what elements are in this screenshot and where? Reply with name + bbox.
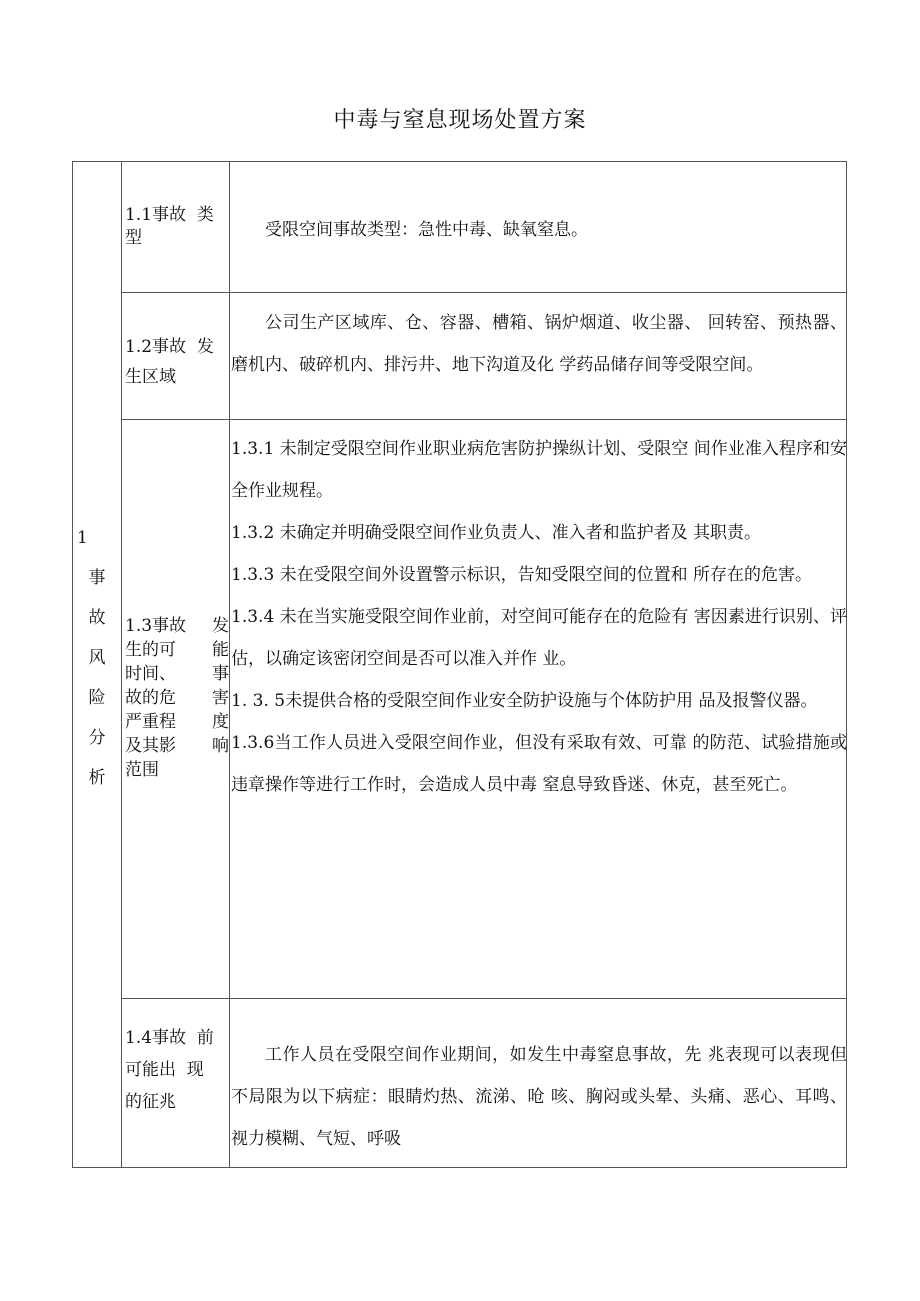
- label-line: 型: [125, 228, 142, 248]
- section-char: 分: [88, 728, 106, 748]
- label-line: 1.1事故 类: [125, 205, 214, 225]
- row-content-1-2: 公司生产区域库、仓、容器、槽箱、锅炉烟道、收尘器、 回转窑、预热器、磨机内、破碎机内、排污井、地下沟道及化 学药品储存间等受限空间。: [231, 313, 847, 375]
- label-line: 及其影: [125, 736, 176, 756]
- row-content-1-1: 受限空间事故类型：急性中毒、缺氧窒息。: [265, 220, 588, 240]
- list-item: 1.3.3 未在受限空间外设置警示标识，告知受限空间的位置和 所存在的危害。: [231, 565, 813, 585]
- section-number: 1: [77, 528, 88, 548]
- section-char: 析: [88, 768, 106, 788]
- label-char: 事: [212, 664, 229, 684]
- list-item: 1. 3. 5未提供合格的受限空间作业安全防护设施与个体防护用 品及报警仪器。: [231, 691, 818, 711]
- label-line: 1.2事故 发: [125, 337, 214, 357]
- label-line: 生区域: [125, 367, 176, 387]
- label-line: 1.4事故 前: [125, 1028, 214, 1048]
- row-divider: [121, 998, 846, 999]
- label-char: 响: [212, 736, 229, 756]
- label-char: 能: [212, 640, 229, 660]
- row-content-1-3: [231, 428, 847, 806]
- row-divider: [121, 292, 846, 293]
- row-label-1-2: [125, 332, 229, 392]
- row-label-1-1: [125, 204, 229, 250]
- label-line: 范围: [125, 760, 159, 780]
- section-char: 风: [88, 648, 106, 668]
- section-char: 故: [88, 608, 106, 628]
- label-line: 1.3事故: [125, 616, 187, 636]
- row-divider: [121, 419, 846, 420]
- row-content-1-4: 工作人员在受限空间作业期间，如发生中毒窒息事故，先 兆表现可以表现但不局限为以下病症：眼睛灼热、流涕、呛 咳、胸闷或头晕、头痛、恶心、耳鸣、视力模糊、气短、呼吸: [231, 1045, 847, 1149]
- section-heading: [73, 518, 121, 798]
- label-line: 严重程: [125, 712, 176, 732]
- document-title: 中毒与窒息现场处置方案: [333, 108, 587, 133]
- label-line: 故的危: [125, 688, 176, 708]
- risk-analysis-table: [72, 161, 847, 1168]
- label-line: 时间、: [125, 664, 176, 684]
- label-line: 可能出 现: [125, 1060, 204, 1080]
- section-char: 险: [88, 688, 106, 708]
- list-item: 1.3.1 未制定受限空间作业职业病危害防护操纵计划、受限空 间作业准入程序和安全作业规程。: [231, 439, 847, 501]
- label-line: 的征兆: [125, 1092, 176, 1112]
- section-char: 事: [88, 568, 106, 588]
- label-line: 生的可: [125, 640, 176, 660]
- label-char: 度: [212, 712, 229, 732]
- row-label-1-4: [125, 1022, 229, 1118]
- row-label-1-3: [125, 614, 195, 782]
- list-item: 1.3.6当工作人员进入受限空间作业，但没有采取有效、可靠 的防范、试验措施或违章操作等进行工作时，会造成人员中毒 窒息导致昏迷、休克，甚至死亡。: [231, 733, 847, 795]
- list-item: 1.3.4 未在当实施受限空间作业前，对空间可能存在的危险有 害因素进行识别、评估，以确定该密闭空间是否可以准入并作 业。: [231, 607, 847, 669]
- label-char: 害: [212, 688, 229, 708]
- column-divider: [121, 162, 122, 1167]
- list-item: 1.3.2 未确定并明确受限空间作业负责人、准入者和监护者及 其职责。: [231, 523, 762, 543]
- column-divider: [229, 162, 230, 1167]
- label-char: 发: [212, 616, 229, 636]
- row-label-1-3-right: [209, 614, 229, 758]
